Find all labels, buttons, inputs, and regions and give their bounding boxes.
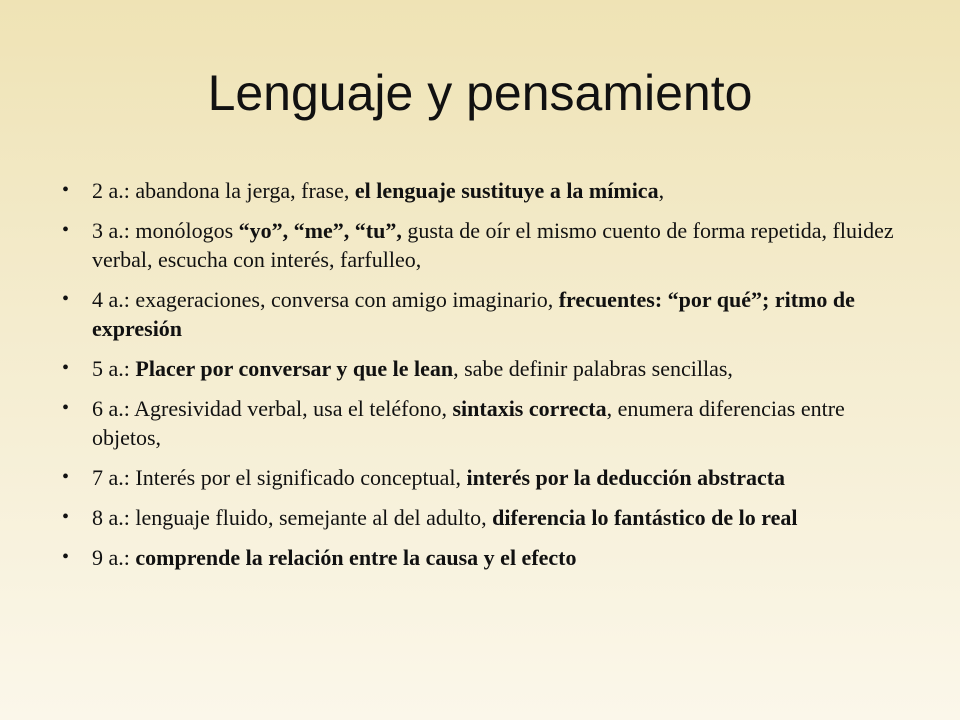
bullet-item xyxy=(62,394,912,452)
bullet-dot-icon: • xyxy=(62,219,70,241)
bullet-text: 9 a.: xyxy=(92,545,136,570)
bullet-text: 6 a.: Agresividad verbal, usa el teléfono, xyxy=(92,396,453,421)
bullet-dot-icon: • xyxy=(62,397,70,419)
bullet-item xyxy=(62,543,912,572)
bullet-dot-icon: • xyxy=(62,288,70,310)
slide-title: Lenguaje y pensamiento xyxy=(207,65,753,121)
bullet-item xyxy=(62,503,912,532)
bullet-text: gusta de oír el mismo cuento de forma repetida, fluidez verbal, escucha con interés, farfulleo, xyxy=(92,218,894,272)
bullet-dot-icon: • xyxy=(62,357,70,379)
bullet-item xyxy=(62,463,912,492)
bullet-bold-text: “yo”, “me”, “tu”, xyxy=(238,218,402,243)
bullet-bold-text: comprende la relación entre la causa y el efecto xyxy=(135,545,577,570)
bullet-item xyxy=(62,216,912,274)
bullet-bold-text: el lenguaje sustituye a la mímica xyxy=(354,178,659,203)
bullet-text: , xyxy=(658,178,665,203)
bullet-bold-text: frecuentes: “por qué”; ritmo de expresión xyxy=(92,287,855,341)
bullet-text: 3 a.: monólogos xyxy=(92,218,239,243)
bullet-dot-icon: • xyxy=(62,546,70,568)
bullet-bold-text: diferencia lo fantástico de lo real xyxy=(492,505,798,530)
bullet-dot-icon: • xyxy=(62,179,70,201)
bullet-list xyxy=(62,176,912,583)
bullet-bold-text: Placer por conversar y que le lean xyxy=(135,356,454,381)
bullet-item xyxy=(62,176,912,205)
bullet-dot-icon: • xyxy=(62,506,70,528)
bullet-dot-icon: • xyxy=(62,466,70,488)
bullet-bold-text: sintaxis correcta xyxy=(452,396,607,421)
bullet-text: 2 a.: abandona la jerga, frase, xyxy=(92,178,355,203)
bullet-text: , sabe definir palabras sencillas, xyxy=(453,356,733,381)
bullet-item xyxy=(62,354,912,383)
bullet-text: 5 a.: xyxy=(92,356,136,381)
bullet-text: 7 a.: Interés por el significado conceptual, xyxy=(92,465,467,490)
bullet-text: 8 a.: lenguaje fluido, semejante al del adulto, xyxy=(92,505,493,530)
bullet-text: , enumera diferencias entre objetos, xyxy=(92,396,845,450)
bullet-text: 4 a.: exageraciones, conversa con amigo imaginario, xyxy=(92,287,559,312)
bullet-bold-text: interés por la deducción abstracta xyxy=(466,465,786,490)
bullet-item xyxy=(62,285,912,343)
